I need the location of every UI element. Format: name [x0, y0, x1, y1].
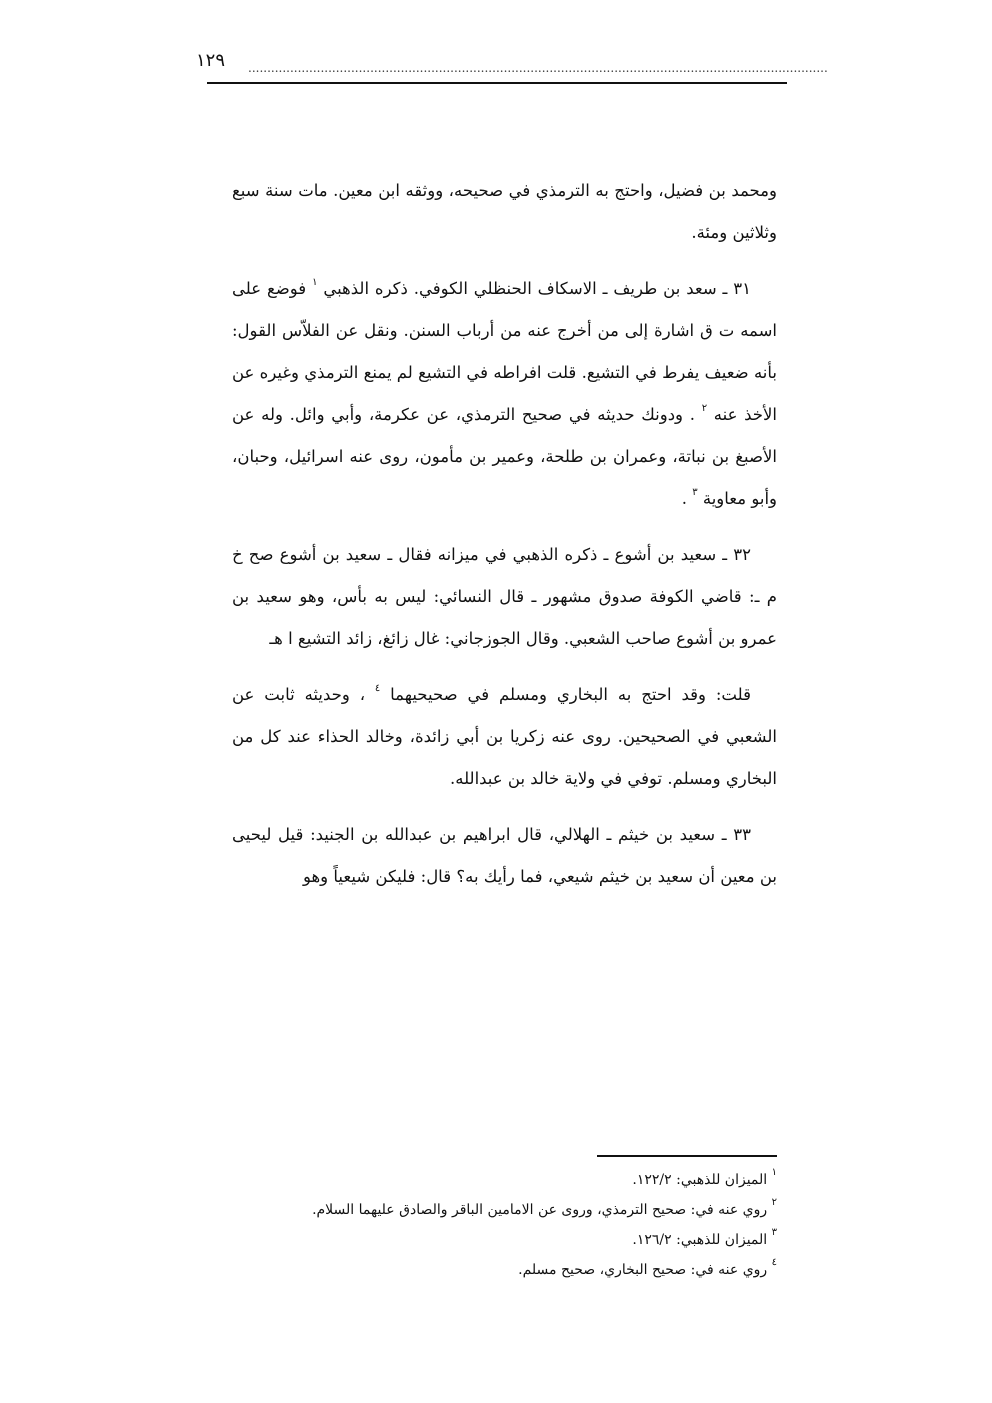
- paragraph-1: ومحمد بن فضيل، واحتج به الترمذي في صحيحه، ووثقه ابن معين. مات سنة سبع وثلاثين ومئة.: [232, 181, 777, 242]
- footnote-1: $^١$ الميزان للذهبي: ١٢٢/٢.: [632, 1167, 777, 1188]
- header-dotted-line: ........................................................................................................................................................: [248, 61, 828, 75]
- footnote-ref-4: ٤: [374, 683, 381, 694]
- footnote-ref-1: ١: [312, 277, 318, 288]
- footnote-rule: [597, 1155, 777, 1157]
- footnote-2: $^٢$ روي عنه في: صحيح الترمذي، وروى عن الامامين الباقر والصادق عليهما السلام.: [312, 1197, 777, 1218]
- paragraph-4: قلت: وقد احتج به البخاري ومسلم في صحيحيهما $^٤$ ، وحديثه ثابت عن الشعبي في الصحيحين. روى عنه زكريا بن أبي زائدة، وخالد الحذاء عند كل من البخاري ومسلم. توفي في ولاية خالد بن عبدالله.: [232, 683, 777, 788]
- paragraph-5: ٣٣ ـ سعيد بن خيثم ـ الهلالي، قال ابراهيم بن عبدالله بن الجنيد: قيل ليحيى بن معين أن سعيد بن خيثم شيعي، فما رأيك به؟ قال: فليكن شيعياً وهو: [232, 825, 777, 886]
- footnote-4: $^٤$ روي عنه في: صحيح البخاري، صحيح مسلم.: [518, 1257, 777, 1278]
- page-number: ١٢٩: [196, 50, 226, 71]
- footnote-ref-3: ٣: [692, 487, 698, 498]
- footnote-3: $^٣$ الميزان للذهبي: ١٢٦/٢.: [632, 1227, 777, 1248]
- main-text: [232, 170, 777, 912]
- paragraph-2: ٣١ ـ سعد بن طريف ـ الاسكاف الحنظلي الكوفي. ذكره الذهبي $^١$ فوضع على اسمه ت ق اشارة إلى من أخرج عنه من أرباب السنن. ونقل عن الفلاّس القول: بأنه ضعيف يفرط في التشيع. قلت افراطه في التشيع لم يمنع الترمذي وغيره عن الأخذ عنه $^٢$ . ودونك حديثه في صحيح الترمذي، عن عكرمة، وأبي وائل. وله عن الأصبغ بن نباتة، وعمران بن طلحة، وعمير بن مأمون، روى عنه اسرائيل، وحبان، وأبو معاوية $^٣$ .: [232, 277, 778, 508]
- paragraph-3: ٣٢ ـ سعيد بن أشوع ـ ذكره الذهبي في ميزانه فقال ـ سعيد بن أشوع صح خ م ـ: قاضي الكوفة صدوق مشهور ـ قال النسائي: ليس به بأس، وهو سعيد بن عمرو بن أشوع صاحب الشعبي. وقال الجوزجاني: غال زائغ، زائد التشيع ا هـ: [232, 545, 777, 648]
- footnotes: [232, 1165, 777, 1285]
- header-rule: [207, 82, 787, 84]
- footnote-ref-2: ٢: [701, 403, 708, 414]
